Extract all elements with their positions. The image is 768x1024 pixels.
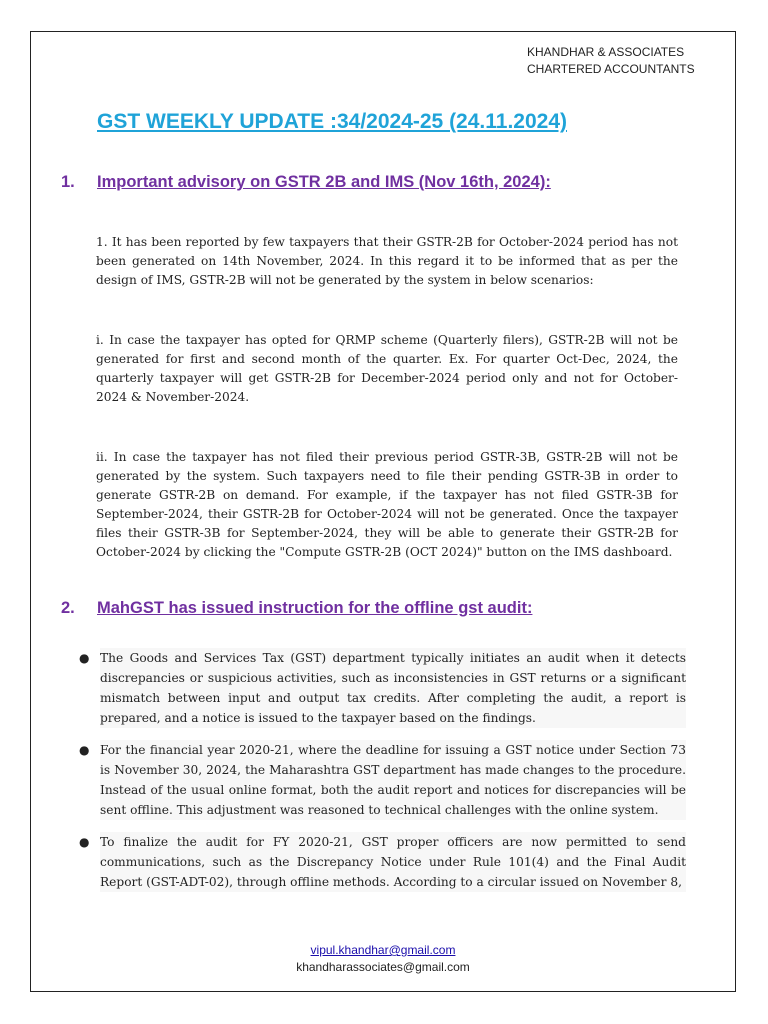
- bullet-icon: ●: [79, 651, 90, 665]
- section-2-number: 2.: [61, 599, 75, 617]
- section-1-paragraph-2: i. In case the taxpayer has opted for QRMP scheme (Quarterly filers), GSTR-2B will not be generated for first and second month of the quarter. Ex. For quarter Oct-Dec, 2024, the quarterly taxpayer will get GSTR-2B for December-2024 period only and not for October-2024 & November-2024.: [96, 333, 678, 404]
- list-item: [76, 832, 686, 892]
- firm-name: KHANDHAR & ASSOCIATES: [527, 45, 685, 59]
- bullet-icon: ●: [79, 743, 90, 757]
- page-footer: [31, 942, 735, 976]
- section-2-heading: [61, 599, 532, 618]
- section-1-paragraph-3: ii. In case the taxpayer has not filed their previous period GSTR-3B, GSTR-2B will not be generated by the system. Such taxpayers need to file their pending GSTR-3B in order to generate GSTR-2B on demand. For example, if the taxpayer has not filed GSTR-3B for September-2024, their GSTR-2B for October-2024 will not be generated. Once the taxpayer files their GSTR-3B for September-2024, they will be able to generate their GSTR-2B for October-2024 by clicking the "Compute GSTR-2B (OCT 2024)" button on the IMS dashboard.: [96, 450, 678, 559]
- firm-designation: CHARTERED ACCOUNTANTS: [527, 62, 695, 76]
- document-title: GST WEEKLY UPDATE :34/2024-25 (24.11.2024): [97, 110, 567, 133]
- email-link-primary[interactable]: vipul.khandhar@gmail.com: [310, 943, 456, 957]
- firm-header: [527, 44, 695, 78]
- bullet-icon: ●: [79, 835, 90, 849]
- section-1-paragraph-1: 1. It has been reported by few taxpayers that their GSTR-2B for October-2024 period has not been generated on 14th November, 2024. In this regard it to be informed that as per the design of IMS, GSTR-2B will not be generated by the system in below scenarios:: [96, 235, 678, 287]
- section-2-bullet-list: [76, 648, 686, 904]
- list-item-text: For the financial year 2020-21, where the deadline for issuing a GST notice under Section 73 is November 30, 2024, the Maharashtra GST department has made changes to the procedure. Instead of the usual online format, both the audit report and notices for discrepancies will be sent offline. This adjustment was reasoned to technical challenges with the online system.: [100, 740, 686, 820]
- list-item-text: To finalize the audit for FY 2020-21, GST proper officers are now permitted to send communications, such as the Discrepancy Notice under Rule 101(4) and the Final Audit Report (GST-ADT-02), through offline methods. According to a circular issued on November 8,: [100, 832, 686, 892]
- section-1-number: 1.: [61, 173, 75, 191]
- document-page: [30, 31, 736, 992]
- email-secondary: khandharassociates@gmail.com: [296, 960, 470, 974]
- section-1-heading: [61, 173, 551, 192]
- list-item: [76, 740, 686, 820]
- section-1-heading-text: Important advisory on GSTR 2B and IMS (Nov 16th, 2024):: [97, 173, 551, 191]
- section-2-heading-text: MahGST has issued instruction for the offline gst audit:: [97, 599, 533, 617]
- list-item-text: The Goods and Services Tax (GST) department typically initiates an audit when it detects discrepancies or suspicious activities, such as inconsistencies in GST returns or a significant mismatch between input and output tax credits. After completing the audit, a report is prepared, and a notice is issued to the taxpayer based on the findings.: [100, 648, 686, 728]
- list-item: [76, 648, 686, 728]
